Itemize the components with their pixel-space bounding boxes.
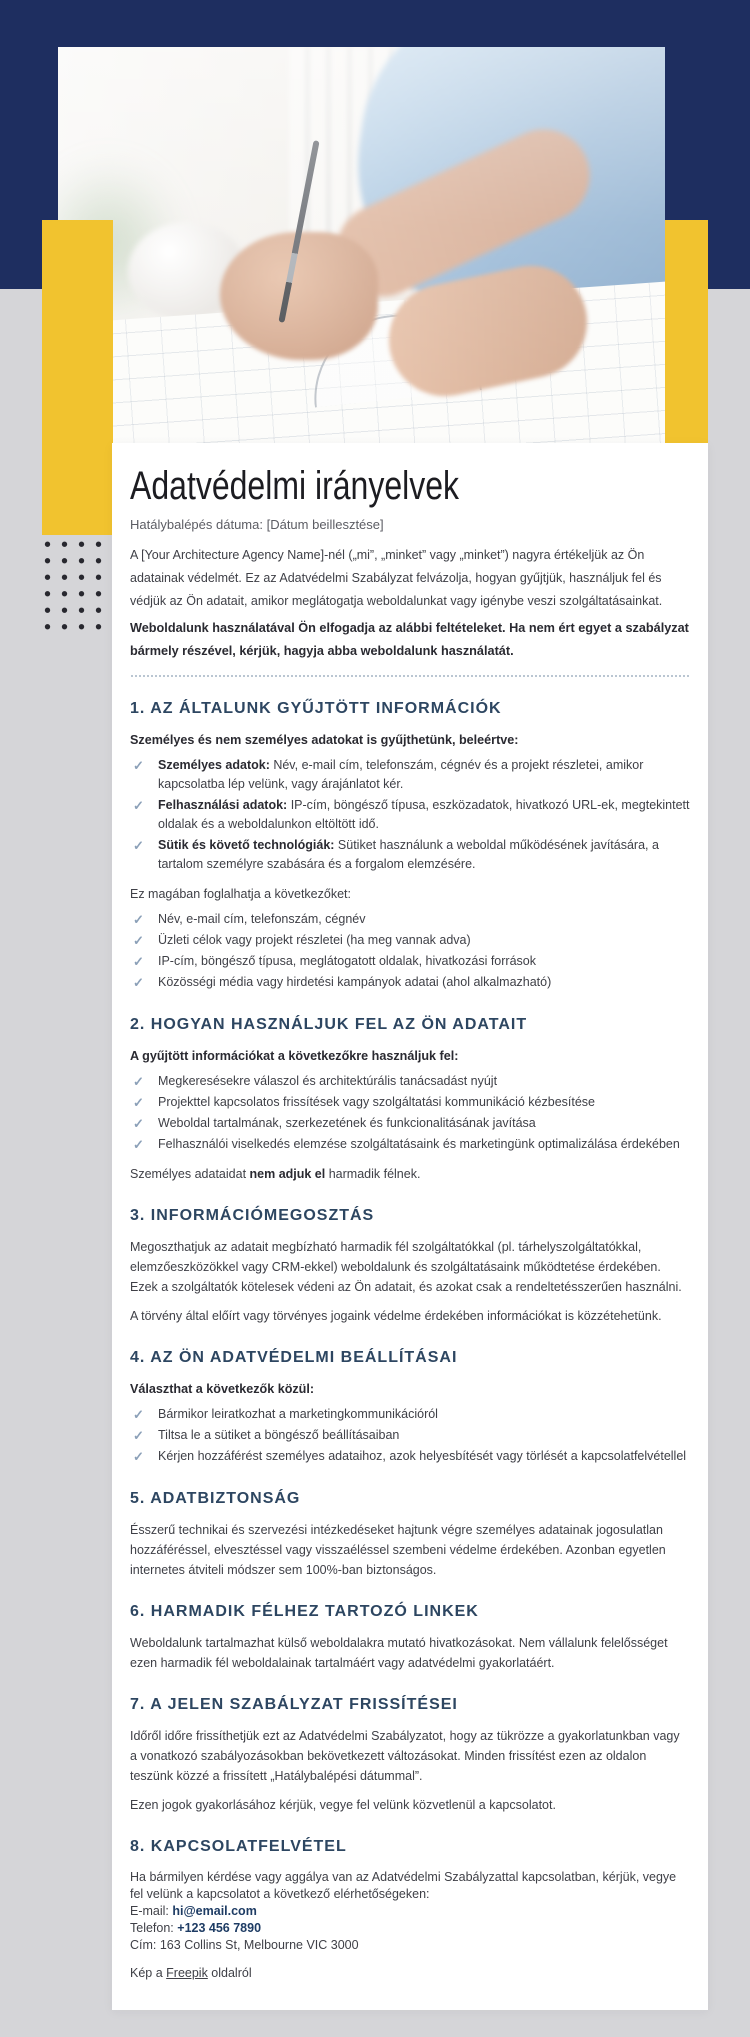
item-text: Üzleti célok vagy projekt részletei (ha meg vannak adva) <box>158 933 471 947</box>
policy-section <box>130 697 690 993</box>
section-heading: 4. AZ ÖN ADATVÉDELMI BEÁLLÍTÁSAI <box>130 1349 458 1366</box>
contact-label: Telefon: <box>130 1921 178 1935</box>
text-fragment: Személyes adataidat <box>130 1167 250 1181</box>
section-heading: 2. HOGYAN HASZNÁLJUK FEL AZ ÖN ADATAIT <box>130 1016 528 1033</box>
yellow-accent-left <box>42 220 113 535</box>
photo-white-overlay <box>58 47 665 443</box>
contact-label: Cím: <box>130 1938 160 1952</box>
check-icon: ✓ <box>133 1116 144 1131</box>
item-text: Kérjen hozzáférést személyes adataihoz, azok helyesbítését vagy törlését a kapcsolatfelvétellel <box>158 1449 687 1463</box>
section-lead: A gyűjtött információkat a következőkre használjuk fel: <box>130 1049 459 1063</box>
item-text: Közösségi média vagy hirdetési kampányok adatai (ahol alkalmazható) <box>158 975 552 989</box>
checklist-item <box>130 755 690 795</box>
item-text: IP-cím, böngésző típusa, eszközadatok, hivatkozó URL-ek, megtekintett oldalak és a weboldalunkon eltöltött idő. <box>158 798 690 831</box>
paragraph: Ez magában foglalhatja a következőket: <box>130 887 351 901</box>
contact-line <box>130 1920 690 1937</box>
section-lead: Személyes és nem személyes adatokat is gyűjthetünk, beleértve: <box>130 733 519 747</box>
credit-text-prefix: Kép a <box>130 1966 167 1980</box>
paragraph: Megoszthatjuk az adatait megbízható harmadik fél szolgáltatókkal (pl. tárhelyszolgáltatókkal, elemzőeszközökkel vagy CRM-ekkel) weboldalunk és szolgáltatásaink működtetése érdekében. Ezek a szolgáltatók kötelesek védeni az Ön adatait, és azokat csak a rendeltetésszerűen használni. <box>130 1240 682 1294</box>
check-icon: ✓ <box>133 933 144 948</box>
item-text: Bármikor leiratkozhat a marketingkommunikációról <box>158 1407 438 1421</box>
contact-block <box>130 1869 690 1954</box>
item-text: Tiltsa le a sütiket a böngésző beállításaiban <box>158 1428 400 1442</box>
checklist <box>130 909 690 993</box>
section-heading: 6. HARMADIK FÉLHEZ TARTOZÓ LINKEK <box>130 1603 479 1620</box>
section-heading: 7. A JELEN SZABÁLYZAT FRISSÍTÉSEI <box>130 1696 458 1713</box>
yellow-accent-right <box>665 220 708 443</box>
checklist-item <box>130 1404 690 1425</box>
checklist-item <box>130 930 690 951</box>
policy-section <box>130 1013 690 1184</box>
checklist-item <box>130 951 690 972</box>
checklist-item <box>130 1425 690 1446</box>
dotted-separator <box>130 675 690 677</box>
check-icon: ✓ <box>133 838 144 853</box>
item-text: Sütiket használunk a weboldal működésének javítására, a tartalom személyre szabására és a forgalom elemzésére. <box>158 838 659 871</box>
check-icon: ✓ <box>133 1095 144 1110</box>
item-lead: Felhasználási adatok: <box>158 798 288 812</box>
item-lead: Sütik és követő technológiák: <box>158 838 335 852</box>
section-heading: 1. AZ ÁLTALUNK GYŰJTÖTT INFORMÁCIÓK <box>130 700 502 717</box>
contact-line <box>130 1903 690 1920</box>
checklist-item <box>130 1092 690 1113</box>
item-lead: Személyes adatok: <box>158 758 270 772</box>
section-heading: 5. ADATBIZTONSÁG <box>130 1490 301 1507</box>
checklist-item <box>130 1113 690 1134</box>
credit-text-suffix: oldalról <box>207 1966 252 1980</box>
intro-paragraph: A [Your Architecture Agency Name]-nél („mi”, „minket” vagy „minket”) nagyra értékeljük az Ön adatainak védelmét. Ez az Adatvédelmi Szabályzat felvázolja, hogyan gyűjtjük, használjuk fel és védjük az Ön adatait, amikor meglátogatja weboldalunkat vagy igénybe veszi szolgáltatásainkat. <box>130 548 663 608</box>
section-heading: 8. KAPCSOLATFELVÉTEL <box>130 1838 347 1855</box>
policy-section <box>130 1204 690 1326</box>
item-text: Megkeresésekre válaszol és architektúrális tanácsadást nyújt <box>158 1074 498 1088</box>
emphasis-text: nem adjuk el <box>249 1167 326 1181</box>
checklist-item <box>130 795 690 835</box>
check-icon: ✓ <box>133 912 144 927</box>
item-text: IP-cím, böngésző típusa, meglátogatott oldalak, hivatkozási források <box>158 954 536 968</box>
check-icon: ✓ <box>133 798 144 813</box>
paragraph: A törvény által előírt vagy törvényes jogaink védelme érdekében információkat is közzétehetünk. <box>130 1309 662 1323</box>
email-link[interactable]: hi@email.com <box>172 1904 257 1918</box>
policy-section <box>130 1346 690 1467</box>
item-text: Projekttel kapcsolatos frissítések vagy szolgáltatási kommunikáció kézbesítése <box>158 1095 595 1109</box>
freepik-link[interactable]: Freepik <box>166 1966 208 1980</box>
check-icon: ✓ <box>133 1449 144 1464</box>
contact-label: E-mail: <box>130 1904 173 1918</box>
policy-card <box>112 443 708 2010</box>
intro-bold-paragraph: Weboldalunk használatával Ön elfogadja az alábbi feltételeket. Ha nem ért egyet a szabályzat bármely részével, kérjük, hagyja abba weboldalunk használatát. <box>130 621 689 658</box>
checklist-item <box>130 909 690 930</box>
check-icon: ✓ <box>133 1407 144 1422</box>
checklist <box>130 1404 690 1467</box>
address-text: 163 Collins St, Melbourne VIC 3000 <box>159 1938 359 1952</box>
contact-intro-paragraph: Ha bármilyen kérdése vagy aggálya van az Adatvédelmi Szabályzattal kapcsolatban, kérjük, vegye fel velünk a kapcsolatot a következő elérhetőségeken: <box>130 1870 677 1901</box>
checklist-item <box>130 1446 690 1467</box>
check-icon: ✓ <box>133 1428 144 1443</box>
page-title: Adatvédelmi irányelvek <box>130 464 460 508</box>
phone-link[interactable]: +123 456 7890 <box>177 1921 262 1935</box>
paragraph: Weboldalunk tartalmazhat külső weboldalakra mutató hivatkozásokat. Nem vállalunk felelősséget ezen harmadik fél weboldalainak tartalmáért vagy adatvédelmi gyakorlatáért. <box>130 1636 668 1670</box>
paragraph: Ésszerű technikai és szervezési intézkedéseket hajtunk végre személyes adatainak jogosulatlan hozzáféréssel, elvesztéssel vagy visszaéléssel szembeni védelme érdekében. Azonban egyetlen internetes átviteli módszer sem 100%-ban biztonságos. <box>130 1523 666 1577</box>
contact-line <box>130 1937 690 1954</box>
checklist-item <box>130 1071 690 1092</box>
section-heading: 3. INFORMÁCIÓMEGOSZTÁS <box>130 1207 375 1224</box>
policy-section <box>130 1487 690 1580</box>
item-text: Név, e-mail cím, telefonszám, cégnév <box>158 912 366 926</box>
effective-date: Hatálybalépés dátuma: [Dátum beillesztése] <box>130 517 384 532</box>
checklist <box>130 755 690 875</box>
item-text: Név, e-mail cím, telefonszám, cégnév és a projekt részletei, amikor kapcsolatba lép velünk, vagy árajánlatot kér. <box>158 758 644 791</box>
hero-photo-architect-drawing <box>58 47 665 443</box>
checklist-item <box>130 972 690 993</box>
paragraph: Ezen jogok gyakorlásához kérjük, vegye fel velünk közvetlenül a kapcsolatot. <box>130 1798 556 1812</box>
policy-sections <box>130 697 690 1954</box>
checklist-item <box>130 835 690 875</box>
image-credit <box>130 1966 252 1980</box>
policy-section <box>130 1600 690 1673</box>
item-text: Weboldal tartalmának, szerkezetének és funkcionalitásának javítása <box>158 1116 536 1130</box>
check-icon: ✓ <box>133 954 144 969</box>
check-icon: ✓ <box>133 1137 144 1152</box>
paragraph: Időről időre frissíthetjük ezt az Adatvédelmi Szabályzatot, hogy az tükrözze a gyakorlatunkban vagy a vonatkozó szabályozásokban bekövetkezett változásokat. Minden frissítést ezen az oldalon teszünk közzé a frissített „Hatálybalépési dátummal”. <box>130 1729 680 1783</box>
section-lead: Választhat a következők közül: <box>130 1382 315 1396</box>
checklist-item <box>130 1134 690 1155</box>
check-icon: ✓ <box>133 758 144 773</box>
policy-section <box>130 1835 690 1954</box>
policy-section <box>130 1693 690 1815</box>
item-text: Felhasználói viselkedés elemzése szolgáltatásaink és marketingünk optimalizálása érdekében <box>158 1137 680 1151</box>
paragraph <box>130 1164 690 1184</box>
dots-decoration <box>39 536 121 634</box>
text-fragment: harmadik félnek. <box>325 1167 421 1181</box>
check-icon: ✓ <box>133 1074 144 1089</box>
checklist <box>130 1071 690 1155</box>
check-icon: ✓ <box>133 975 144 990</box>
